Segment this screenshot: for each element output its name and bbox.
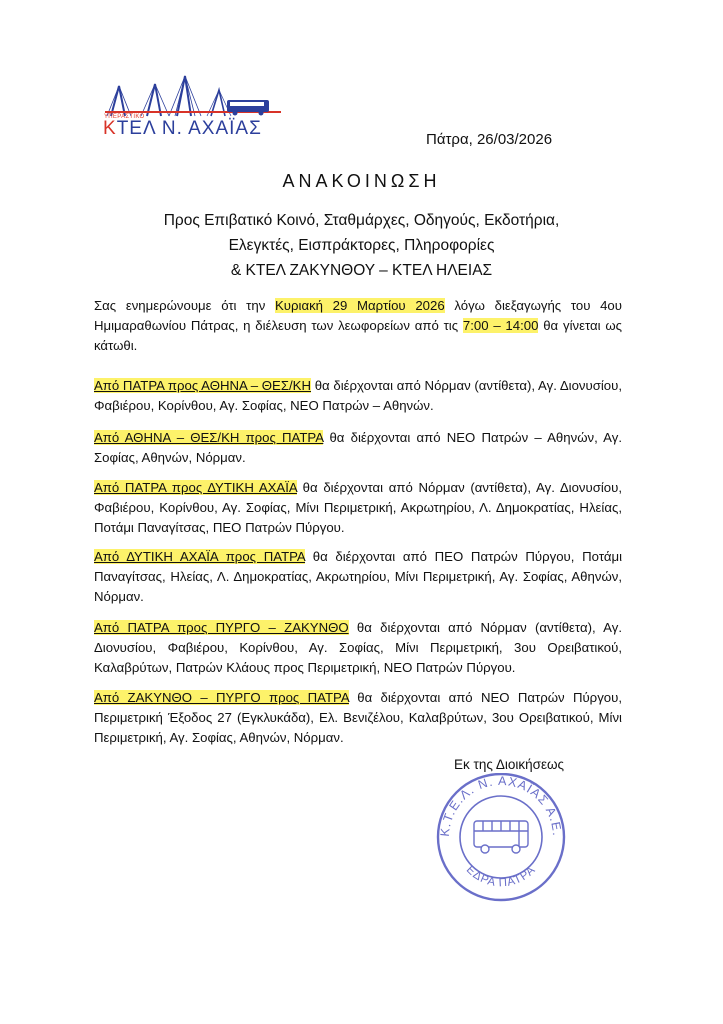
intro-text-2: λόγω διεξαγωγής του 4ου Ημιμαραθωνίου Πάτρας, η διέλευση των λεωφορείων από τις bbox=[94, 298, 622, 333]
logo-name bbox=[103, 118, 262, 140]
stamp-bottom-text: ΕΔΡΑ ΠΑΤΡΑ bbox=[463, 863, 539, 890]
route-heading: Από ΠΑΤΡΑ προς ΠΥΡΓΟ – ΖΑΚΥΝΘΟ bbox=[94, 620, 349, 635]
route-text: θα διέρχονται από Νόρμαν (αντίθετα), Αγ. Διονυσίου, Φαβιέρου, Κορίνθου, Αγ. Σοφίας, ΝΕΟ Πατρών – Αθηνών. bbox=[94, 378, 622, 413]
intro-paragraph bbox=[94, 296, 622, 356]
route-paragraph bbox=[94, 428, 622, 468]
stamp-top-text: Κ.Τ.Ε.Λ. Ν. ΑΧΑΪΑΣ Α.Ε. bbox=[437, 773, 565, 838]
route-paragraph bbox=[94, 478, 622, 538]
document-date: Πάτρα, 26/03/2026 bbox=[426, 131, 553, 148]
route-heading: Από ΠΑΤΡΑ προς ΔΥΤΙΚΗ ΑΧΑΪΑ bbox=[94, 480, 297, 495]
route-paragraph bbox=[94, 547, 622, 607]
route-text: θα διέρχονται από ΝΕΟ Πατρών Πύργου, Περιμετρική Έξοδος 27 (Εγκλυκάδα), Ελ. Βενιζέλου, Καλαβρύτων, 3ου Ορειβατικού, Μίνι Περιμετρική, Αγ. Σοφίας, Αθηνών, Νόρμαν. bbox=[94, 690, 622, 745]
route-text: θα διέρχονται από ΝΕΟ Πατρών – Αθηνών, Αγ. Σοφίας, Αθηνών, Νόρμαν. bbox=[94, 430, 622, 465]
ktel-logo bbox=[103, 72, 283, 142]
time-range-highlight: 7:00 – 14:00 bbox=[462, 318, 539, 333]
recipients-line-1: Προς Επιβατικό Κοινό, Σταθμάρχες, Οδηγούς, Εκδοτήρια, bbox=[163, 212, 560, 229]
logo-name-k: Κ bbox=[103, 118, 117, 139]
route-heading: Από ΠΑΤΡΑ προς ΑΘΗΝΑ – ΘΕΣ/ΚΗ bbox=[94, 378, 311, 393]
stamp-seal-icon bbox=[430, 773, 572, 903]
route-heading: Από ΑΘΗΝΑ – ΘΕΣ/ΚΗ προς ΠΑΤΡΑ bbox=[94, 430, 324, 445]
logo-name-rest: ΤΕΛ Ν. ΑΧΑΪΑΣ bbox=[116, 118, 262, 139]
recipients-line-3: & ΚΤΕΛ ΖΑΚΥΝΘΟΥ – ΚΤΕΛ ΗΛΕΙΑΣ bbox=[230, 262, 493, 279]
intro-text-1: Σας ενημερώνουμε ότι την bbox=[94, 298, 275, 313]
route-paragraph bbox=[94, 688, 622, 748]
route-text: θα διέρχονται από Νόρμαν (αντίθετα), Αγ. Διονυσίου, Φαβιέρου, Κορίνθου, Αγ. Σοφίας, Μίνι Περιμετρική, Ακρωτηρίου, Λ. Δημοκρατίας, Ηλείας, Ποτάμι Παναγίτσας, ΠΕΟ Πατρών Πύργου. bbox=[94, 480, 622, 535]
route-heading: Από ΔΥΤΙΚΗ ΑΧΑΪΑ προς ΠΑΤΡΑ bbox=[94, 549, 306, 564]
route-text: θα διέρχονται από ΠΕΟ Πατρών Πύργου, Ποτάμι Παναγίτσας, Ηλείας, Λ. Δημοκρατίας, Ακρωτηρίου, Μίνι Περιμετρική, Αγ. Σοφίας, Αθηνών, Νόρμαν. bbox=[94, 549, 623, 604]
signature-line: Εκ της Διοικήσεως bbox=[454, 757, 565, 772]
document-title: ΑΝΑΚΟΙΝΩΣΗ bbox=[282, 171, 441, 191]
route-text: θα διέρχονται από Νόρμαν (αντίθετα), Αγ. Διονυσίου, Φαβιέρου, Κορίνθου, Αγ. Σοφίας, Μίνι Περιμετρική, 3ου Ορειβατικού, Καλαβρύτων, Πατρών Κλάους προς Περιμετρική, ΝΕΟ Πατρών Πύργου. bbox=[94, 620, 622, 675]
intro-text-3: θα γίνεται ως κάτωθι. bbox=[94, 318, 622, 353]
bridge-bus-icon bbox=[103, 72, 283, 118]
route-paragraph bbox=[94, 618, 622, 678]
recipients-line-2: Ελεγκτές, Εισπράκτορες, Πληροφορίες bbox=[228, 237, 495, 254]
route-heading: Από ΖΑΚΥΝΘΟ – ΠΥΡΓΟ προς ΠΑΤΡΑ bbox=[94, 690, 349, 705]
logo-subtitle: ΥΠΕΡΑΣΤΙΚΟ bbox=[104, 114, 145, 120]
route-paragraph bbox=[94, 376, 622, 416]
stamp-bus-icon bbox=[474, 821, 528, 853]
company-stamp bbox=[430, 773, 572, 903]
event-date-highlight: Κυριακή 29 Μαρτίου 2026 bbox=[275, 298, 445, 313]
